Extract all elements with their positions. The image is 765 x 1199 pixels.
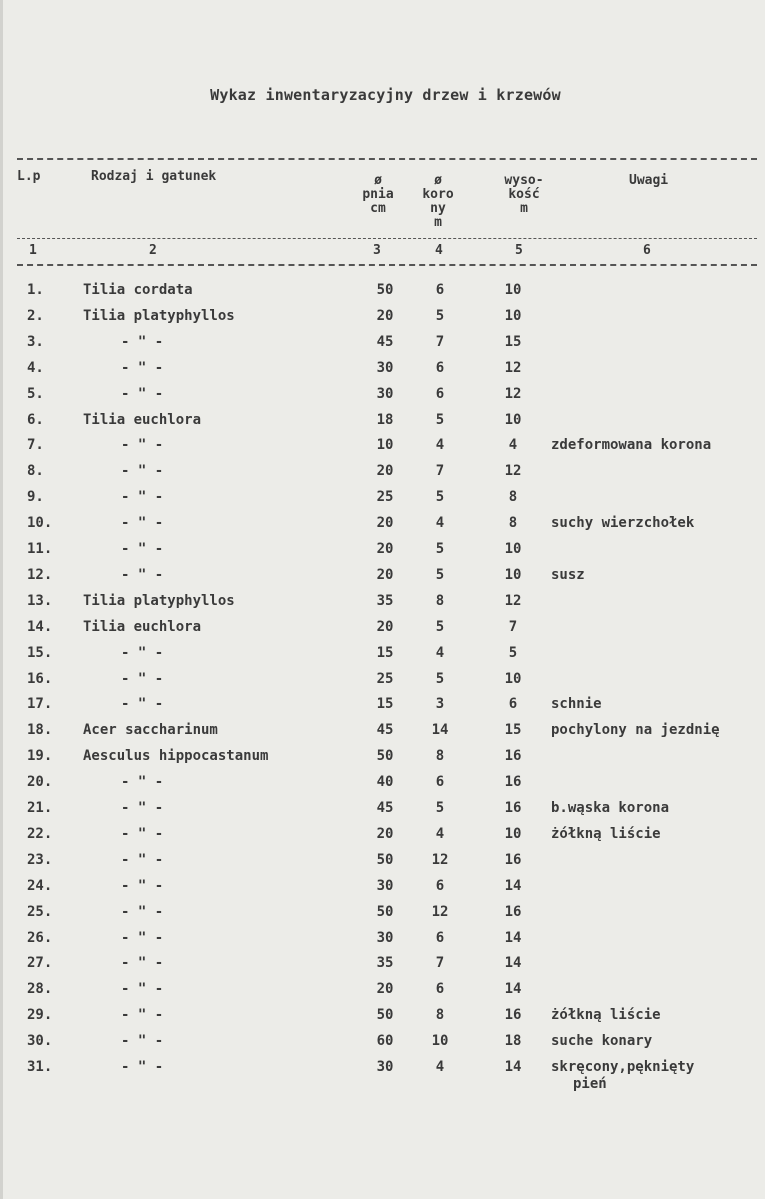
trunk-diameter: 30	[376, 929, 394, 946]
table-row	[3, 1007, 765, 1033]
row-number: 17.	[27, 696, 53, 713]
row-number: 6.	[27, 411, 44, 428]
crown-diameter: 5	[435, 307, 445, 324]
trunk-diameter: 25	[376, 670, 394, 687]
remarks: schnie	[551, 696, 602, 713]
trunk-diameter: 50	[376, 748, 394, 765]
row-number: 7.	[27, 437, 44, 454]
species-name: - " -	[121, 463, 164, 480]
species-name: - " -	[121, 825, 164, 842]
column-number: 6	[643, 243, 651, 258]
height: 6	[508, 696, 518, 713]
species-name: - " -	[121, 1033, 164, 1050]
column-number: 3	[373, 243, 381, 258]
species-name: - " -	[121, 981, 164, 998]
height: 16	[504, 800, 522, 816]
table-row	[3, 930, 765, 956]
header-top-rule	[17, 158, 757, 160]
crown-diameter: 7	[435, 955, 445, 972]
species-name: - " -	[121, 566, 164, 583]
trunk-diameter: 45	[376, 333, 394, 350]
row-number: 26.	[27, 929, 53, 946]
remarks: pień	[573, 1075, 607, 1092]
row-number: 4.	[27, 359, 44, 376]
table-row	[3, 386, 765, 412]
height: 14	[504, 981, 522, 998]
crown-diameter: 4	[435, 1059, 445, 1075]
species-name: - " -	[121, 489, 164, 506]
crown-diameter: 8	[435, 748, 445, 765]
row-number: 12.	[27, 566, 53, 583]
trunk-diameter: 50	[376, 903, 394, 920]
species-name: - " -	[121, 670, 164, 687]
species-name: Acer saccharinum	[83, 722, 218, 739]
header-korona-line: ø	[434, 173, 442, 188]
table-row	[3, 671, 765, 697]
column-number: 5	[515, 243, 523, 258]
table-row	[3, 437, 765, 463]
remarks: susz	[551, 566, 585, 583]
crown-diameter: 6	[435, 929, 445, 946]
species-name: - " -	[121, 851, 164, 868]
trunk-diameter: 25	[376, 489, 394, 506]
table-row	[3, 696, 765, 722]
species-name: - " -	[121, 541, 164, 557]
species-name: - " -	[121, 877, 164, 894]
header-pien-line: cm	[370, 201, 386, 216]
remarks: skręcony,pęknięty	[551, 1059, 695, 1075]
crown-diameter: 5	[435, 489, 445, 506]
remarks: żółkną liście	[551, 1007, 661, 1024]
crown-diameter: 6	[435, 359, 445, 376]
height: 12	[504, 359, 522, 376]
trunk-diameter: 18	[376, 411, 394, 428]
height: 14	[504, 1059, 522, 1075]
row-number: 27.	[27, 955, 53, 972]
column-number: 2	[149, 243, 157, 258]
crown-diameter: 12	[431, 851, 449, 868]
crown-diameter: 6	[435, 981, 445, 998]
remarks: b.wąska korona	[551, 800, 670, 816]
species-name: - " -	[121, 437, 164, 454]
header-wysokosc-line: m	[520, 201, 528, 216]
crown-diameter: 7	[435, 463, 445, 480]
table-row	[3, 981, 765, 1007]
species-name: - " -	[121, 903, 164, 920]
table-row	[3, 645, 765, 671]
height: 12	[504, 463, 522, 480]
species-name: - " -	[121, 359, 164, 376]
trunk-diameter: 10	[376, 437, 394, 454]
table-row	[3, 282, 765, 308]
height: 10	[504, 541, 522, 557]
header-gatunek: Rodzaj i gatunek	[91, 169, 217, 184]
row-number: 10.	[27, 515, 53, 532]
table-row	[3, 360, 765, 386]
trunk-diameter: 20	[376, 307, 394, 324]
table-row	[3, 619, 765, 645]
table-row	[3, 308, 765, 334]
height: 16	[504, 748, 522, 765]
height: 8	[508, 515, 518, 532]
header-mid-rule	[17, 238, 757, 239]
remarks: pochylony na jezdnię	[551, 722, 720, 739]
height: 15	[504, 333, 522, 350]
species-name: - " -	[121, 1059, 164, 1075]
trunk-diameter: 35	[376, 592, 394, 609]
trunk-diameter: 15	[376, 696, 394, 713]
header-uwagi: Uwagi	[629, 173, 669, 188]
header-korona-line: koro	[422, 187, 454, 202]
trunk-diameter: 20	[376, 618, 394, 635]
trunk-diameter: 30	[376, 1059, 394, 1075]
trunk-diameter: 60	[376, 1033, 394, 1050]
header-pien	[355, 174, 401, 216]
row-number: 14.	[27, 618, 53, 635]
header-wysokosc-line: wyso-	[504, 173, 544, 188]
crown-diameter: 6	[435, 282, 445, 298]
height: 12	[504, 592, 522, 609]
crown-diameter: 5	[435, 670, 445, 687]
species-name: - " -	[121, 800, 164, 816]
species-name: - " -	[121, 1007, 164, 1024]
header-pien-line: ø	[374, 173, 382, 188]
trunk-diameter: 20	[376, 515, 394, 532]
height: 5	[508, 644, 518, 661]
height: 10	[504, 411, 522, 428]
table-row	[3, 515, 765, 541]
row-number: 3.	[27, 333, 44, 350]
species-name: - " -	[121, 955, 164, 972]
header-lp: L.p	[17, 169, 41, 184]
row-number: 11.	[27, 541, 53, 557]
height: 10	[504, 307, 522, 324]
row-number: 9.	[27, 489, 44, 506]
trunk-diameter: 20	[376, 981, 394, 998]
trunk-diameter: 35	[376, 955, 394, 972]
height: 18	[504, 1033, 522, 1050]
species-name: Tilia platyphyllos	[83, 307, 235, 324]
crown-diameter: 5	[435, 566, 445, 583]
height: 10	[504, 566, 522, 583]
height: 10	[504, 670, 522, 687]
species-name: Tilia euchlora	[83, 411, 202, 428]
remarks: zdeformowana korona	[551, 437, 712, 454]
table-row	[3, 541, 765, 567]
row-number: 29.	[27, 1007, 53, 1024]
crown-diameter: 8	[435, 1007, 445, 1024]
row-number: 19.	[27, 748, 53, 765]
row-number: 8.	[27, 463, 44, 480]
trunk-diameter: 20	[376, 825, 394, 842]
crown-diameter: 4	[435, 825, 445, 842]
row-number: 18.	[27, 722, 53, 739]
species-name: - " -	[121, 333, 164, 350]
crown-diameter: 5	[435, 618, 445, 635]
height: 14	[504, 955, 522, 972]
species-name: - " -	[121, 696, 164, 713]
row-number: 13.	[27, 592, 53, 609]
table-row	[3, 567, 765, 593]
table-row	[3, 852, 765, 878]
species-name: - " -	[121, 515, 164, 532]
row-number: 16.	[27, 670, 53, 687]
species-name: Tilia cordata	[83, 282, 193, 298]
header-korona-line: ny	[430, 201, 446, 216]
height: 14	[504, 929, 522, 946]
crown-diameter: 7	[435, 333, 445, 350]
trunk-diameter: 45	[376, 800, 394, 816]
height: 8	[508, 489, 518, 506]
table-row	[3, 904, 765, 930]
species-name: - " -	[121, 774, 164, 791]
crown-diameter: 5	[435, 411, 445, 428]
table-row	[3, 955, 765, 981]
row-number: 23.	[27, 851, 53, 868]
table-row	[3, 774, 765, 800]
remarks: suchy wierzchołek	[551, 515, 695, 532]
crown-diameter: 6	[435, 774, 445, 791]
header-wysokosc	[493, 174, 555, 216]
height: 16	[504, 774, 522, 791]
trunk-diameter: 50	[376, 851, 394, 868]
trunk-diameter: 15	[376, 644, 394, 661]
height: 14	[504, 877, 522, 894]
crown-diameter: 4	[435, 644, 445, 661]
trunk-diameter: 50	[376, 1007, 394, 1024]
row-number: 30.	[27, 1033, 53, 1050]
document-title: Wykaz inwentaryzacyjny drzew i krzewów	[210, 86, 561, 104]
trunk-diameter: 30	[376, 359, 394, 376]
table-row	[3, 489, 765, 515]
column-number: 4	[435, 243, 443, 258]
species-name: Tilia platyphyllos	[83, 592, 235, 609]
table-row	[3, 800, 765, 826]
remarks: suche konary	[551, 1033, 653, 1050]
trunk-diameter: 30	[376, 877, 394, 894]
trunk-diameter: 30	[376, 385, 394, 402]
trunk-diameter: 50	[376, 282, 394, 298]
header-pien-line: pnia	[362, 187, 394, 202]
trunk-diameter: 20	[376, 541, 394, 557]
row-number: 2.	[27, 307, 44, 324]
crown-diameter: 6	[435, 385, 445, 402]
height: 7	[508, 618, 518, 635]
species-name: - " -	[121, 644, 164, 661]
row-number: 22.	[27, 825, 53, 842]
row-number: 5.	[27, 385, 44, 402]
table-row	[3, 412, 765, 438]
crown-diameter: 10	[431, 1033, 449, 1050]
species-name: Aesculus hippocastanum	[83, 748, 269, 765]
header-bottom-rule	[17, 264, 757, 266]
table-row	[3, 1076, 765, 1102]
table-row	[3, 878, 765, 904]
height: 16	[504, 903, 522, 920]
column-number: 1	[29, 243, 37, 258]
table-row	[3, 826, 765, 852]
trunk-diameter: 20	[376, 566, 394, 583]
trunk-diameter: 40	[376, 774, 394, 791]
trunk-diameter: 45	[376, 722, 394, 739]
table-row	[3, 463, 765, 489]
crown-diameter: 4	[435, 437, 445, 454]
height: 16	[504, 1007, 522, 1024]
table-row	[3, 334, 765, 360]
height: 4	[508, 437, 518, 454]
header-wysokosc-line: kość	[508, 187, 540, 202]
species-name: - " -	[121, 385, 164, 402]
row-number: 20.	[27, 774, 53, 791]
crown-diameter: 6	[435, 877, 445, 894]
height: 15	[504, 722, 522, 739]
row-number: 24.	[27, 877, 53, 894]
row-number: 1.	[27, 282, 44, 298]
remarks: żółkną liście	[551, 825, 661, 842]
table-row	[3, 748, 765, 774]
species-name: Tilia euchlora	[83, 618, 202, 635]
crown-diameter: 5	[435, 800, 445, 816]
table-row	[3, 593, 765, 619]
row-number: 28.	[27, 981, 53, 998]
height: 12	[504, 385, 522, 402]
crown-diameter: 8	[435, 592, 445, 609]
crown-diameter: 14	[431, 722, 449, 739]
height: 10	[504, 825, 522, 842]
crown-diameter: 12	[431, 903, 449, 920]
row-number: 21.	[27, 800, 53, 816]
row-number: 25.	[27, 903, 53, 920]
header-korona	[415, 174, 461, 230]
species-name: - " -	[121, 929, 164, 946]
height: 10	[504, 282, 522, 298]
height: 16	[504, 851, 522, 868]
row-number: 15.	[27, 644, 53, 661]
crown-diameter: 5	[435, 541, 445, 557]
row-number: 31.	[27, 1059, 53, 1075]
table-row	[3, 1033, 765, 1059]
header-korona-line: m	[434, 215, 442, 230]
crown-diameter: 4	[435, 515, 445, 532]
crown-diameter: 3	[435, 696, 445, 713]
trunk-diameter: 20	[376, 463, 394, 480]
table-row	[3, 722, 765, 748]
